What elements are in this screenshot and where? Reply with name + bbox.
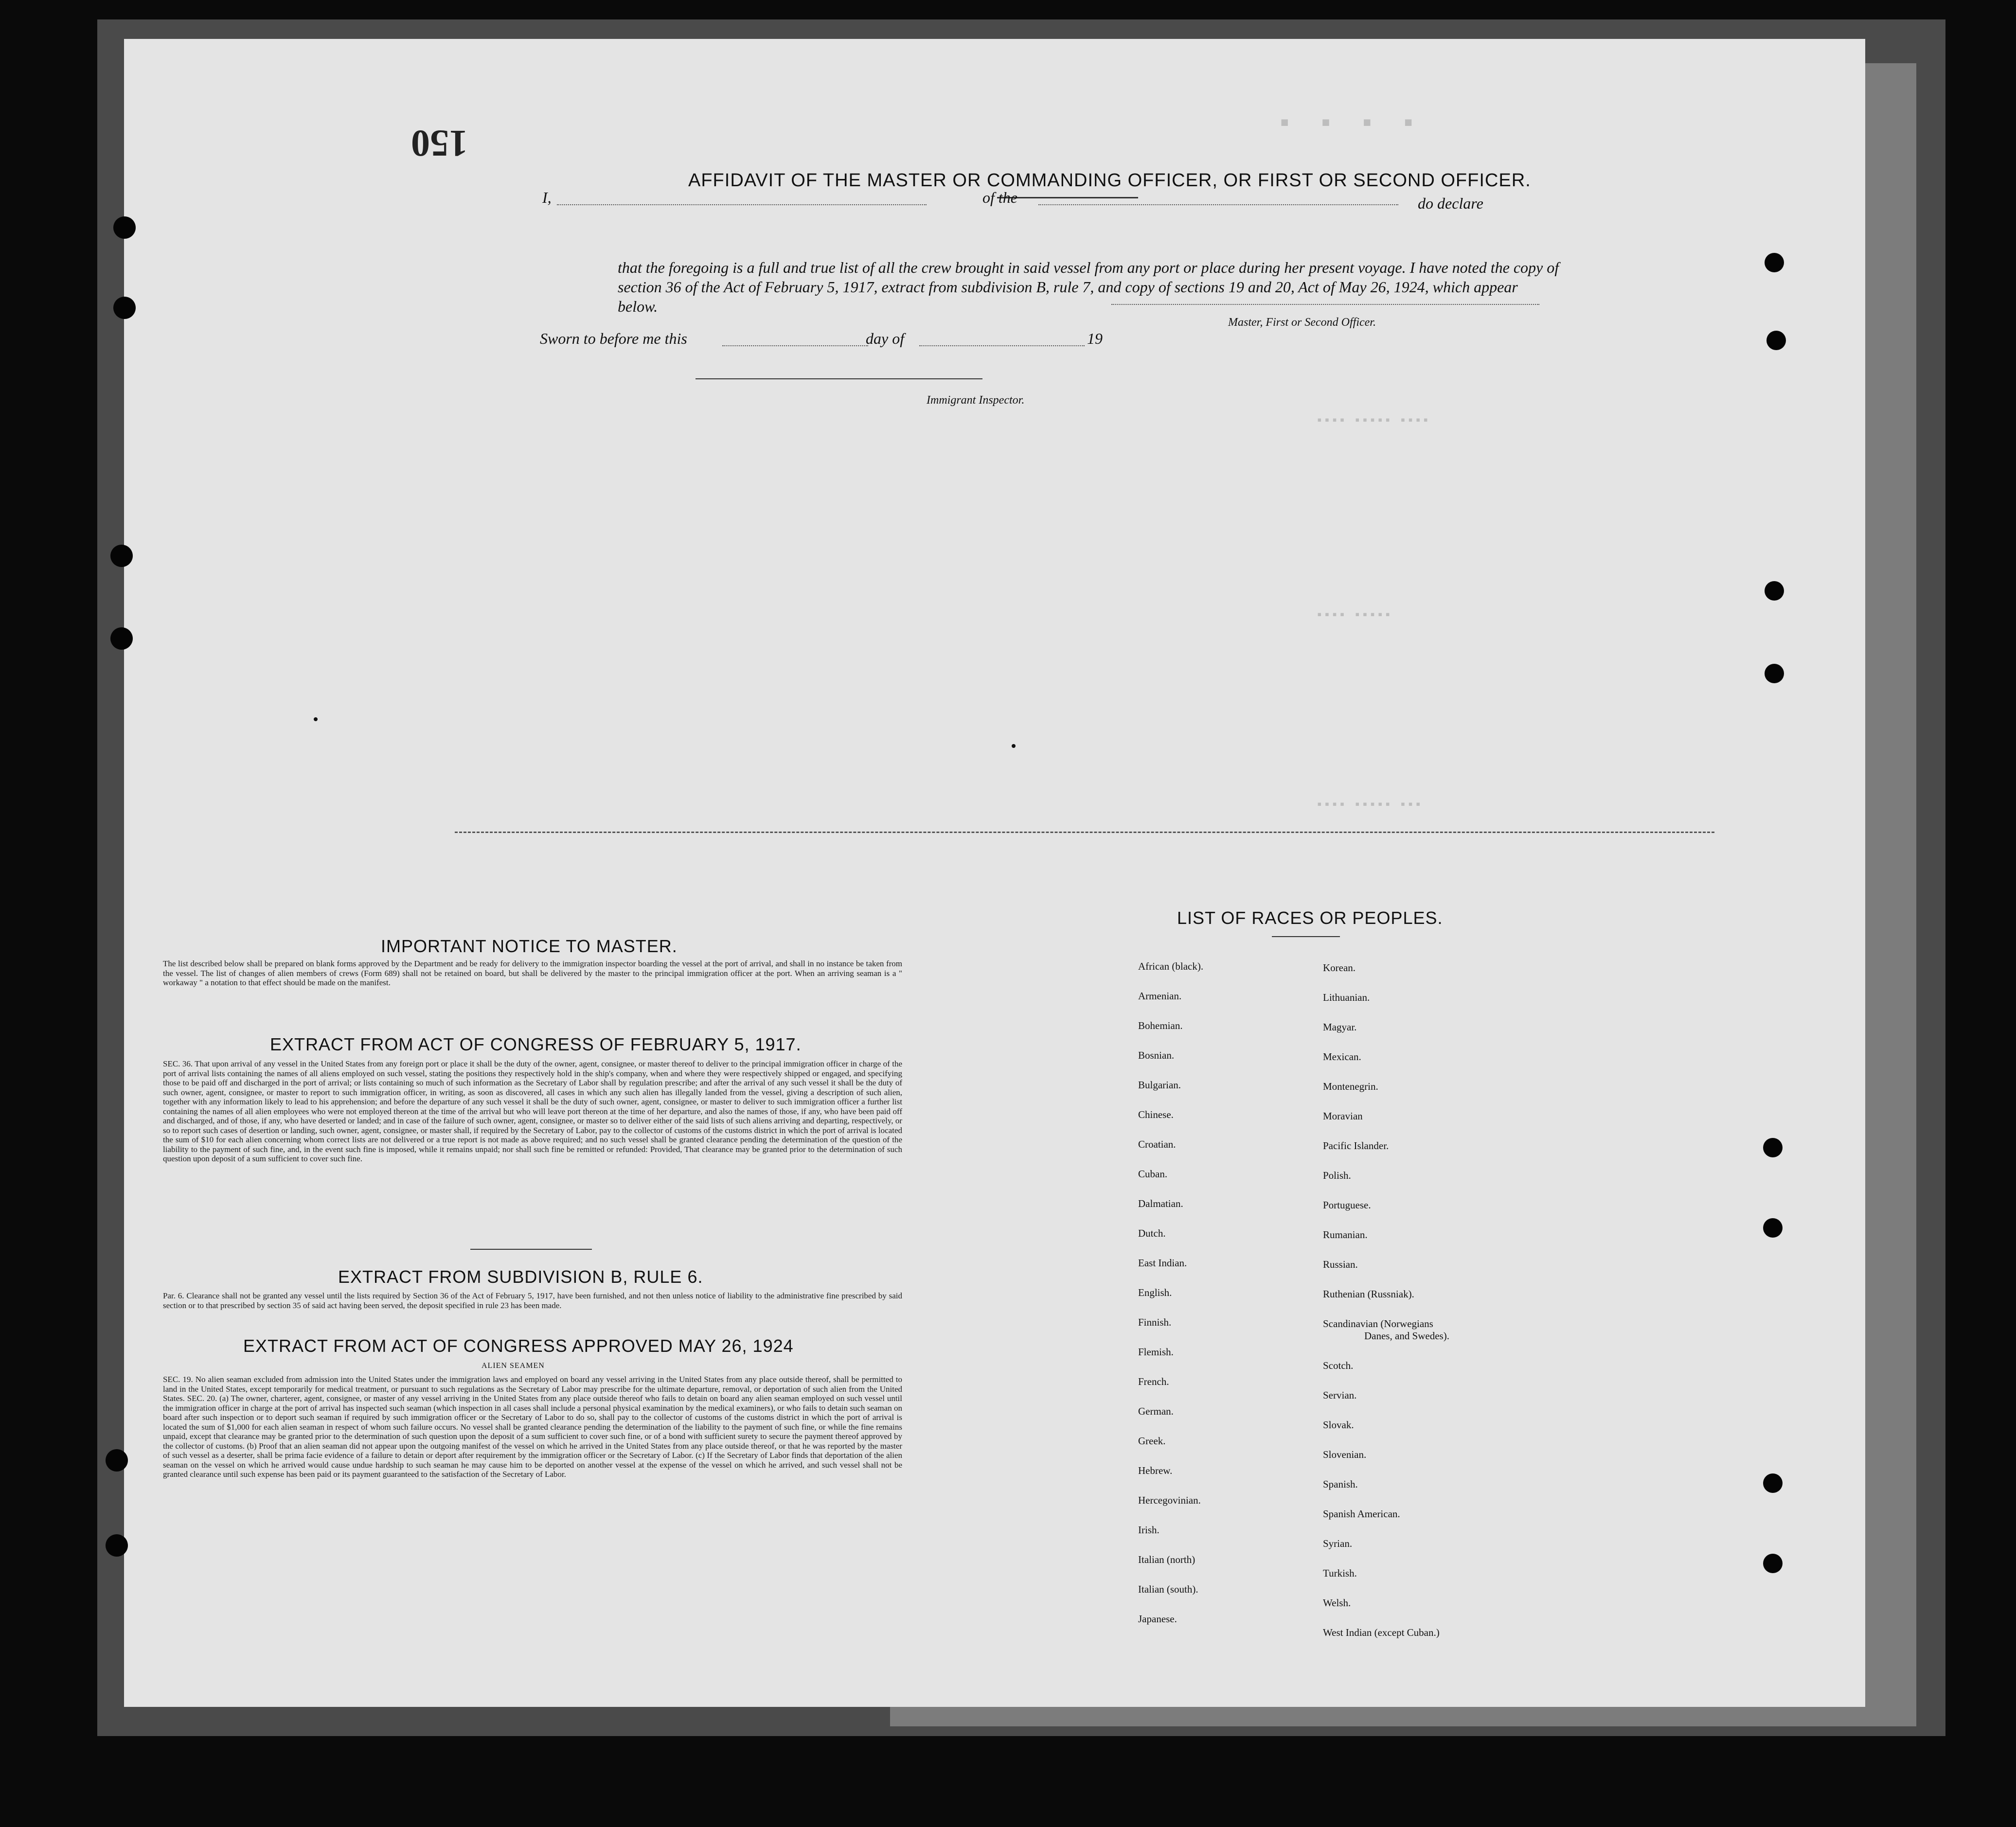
punch-hole	[113, 216, 136, 239]
inspector-label: Immigrant Inspector.	[927, 394, 1025, 407]
race-item: Moravian	[1323, 1110, 1363, 1122]
punch-hole	[1765, 581, 1784, 601]
race-item: Bulgarian.	[1138, 1079, 1181, 1091]
race-item: Dutch.	[1138, 1227, 1166, 1239]
master-signature-blank[interactable]	[1111, 304, 1539, 305]
rule6-title: EXTRACT FROM SUBDIVISION B, RULE 6.	[338, 1267, 703, 1287]
race-item: Lithuanian.	[1323, 992, 1370, 1003]
name-blank[interactable]	[557, 204, 927, 205]
page-number: 150	[411, 123, 468, 165]
race-item: Korean.	[1323, 962, 1356, 974]
race-item: Servian.	[1323, 1389, 1357, 1401]
race-item: Scotch.	[1323, 1360, 1354, 1371]
race-item: Italian (south).	[1138, 1583, 1198, 1595]
race-item: Ruthenian (Russniak).	[1323, 1288, 1414, 1300]
year-label: 19	[1087, 330, 1103, 347]
ink-speck	[1012, 744, 1016, 748]
race-item: Hebrew.	[1138, 1465, 1173, 1476]
punch-hole	[1765, 253, 1784, 272]
race-item: African (black).	[1138, 960, 1204, 972]
inspector-signature-line[interactable]	[696, 378, 982, 379]
punch-hole	[1763, 1554, 1783, 1573]
notice-title: IMPORTANT NOTICE TO MASTER.	[381, 936, 678, 956]
show-through-text: ▪▪▪▪ ▪▪▪▪▪ ▪▪▪▪	[1316, 413, 1430, 428]
day-of-label: day of	[866, 330, 905, 347]
extract-1924-subtitle: ALIEN SEAMEN	[482, 1362, 545, 1370]
race-item: Magyar.	[1323, 1021, 1357, 1033]
race-item: Finnish.	[1138, 1316, 1172, 1328]
race-item: French.	[1138, 1376, 1169, 1387]
race-item: Welsh.	[1323, 1597, 1351, 1609]
race-item: Greek.	[1138, 1435, 1166, 1447]
race-item: Japanese.	[1138, 1613, 1177, 1625]
race-item: Spanish.	[1323, 1478, 1358, 1490]
punch-hole	[106, 1534, 128, 1557]
punch-hole	[1763, 1218, 1783, 1238]
extract-1917-text: SEC. 36. That upon arrival of any vessel in the United States from any foreign port or place it shall be the duty of the owner, agent, consignee, or master thereof to deliver to the principal immigration officer in charge of the port of arrival lists containing the names of all aliens employed on such vessel, stating the positions they respectively hold in the ship's company, when and where they were respectively shipped or engaged, and specifying those to be paid off and discharged in the port of arrival; or lists containing so much of such information as the Secretary of Labor shall by regulation prescribe; and after the arrival of any such vessel it shall be the duty of such owner, agent, consignee, or master to report to such immigration officer, in writing, as soon as discovered, all cases in which any such alien has illegally landed from the vessel, giving a description of such alien, together with any information likely to lead to his apprehension; and before the departure of any such vessel it shall be the duty of such owner, agent, consignee, or master to deliver to such immigration officer a further list containing the names of all alien employees who were not employed thereon at the time of the arrival but who will leave port thereon at the time of her departure, and also the names of those, if any, who have been paid off and discharged, and of those, if any, who have deserted or landed; and in case of the failure of such owner, agent, consignee, or master so to deliver either of the said lists of such aliens arriving and departing, respectively, or so to report such cases of desertion or landing, such owner, agent, consignee, or master shall, if required by the Secretary of Labor, pay to the collector of customs of the customs district in which the port of arrival is located the sum of $10 for each alien concerning whom correct lists are not delivered or a true report is not made as above required; and no such vessel shall be granted clearance pending the determination of the question of the liability to the payment of such fine, and, in the event such fine is imposed, while it remains unpaid; nor shall such fine be remitted or refunded: Provided, That clearance may be granted prior to the determination of such question upon deposit of a sum sufficient to cover such fine.	[163, 1059, 902, 1163]
ink-speck	[314, 717, 318, 721]
race-item: Croatian.	[1138, 1138, 1176, 1150]
punch-hole	[1765, 664, 1784, 683]
race-item: Portuguese.	[1323, 1199, 1371, 1211]
race-item: Hercegovinian.	[1138, 1494, 1201, 1506]
race-item: Flemish.	[1138, 1346, 1174, 1358]
punch-hole	[1763, 1138, 1783, 1157]
sworn-day-blank[interactable]	[722, 345, 868, 346]
race-item: Irish.	[1138, 1524, 1160, 1536]
race-item: Chinese.	[1138, 1109, 1174, 1120]
show-through-text: ▪ ▪ ▪ ▪	[1277, 109, 1421, 139]
punch-hole	[1766, 331, 1786, 350]
race-item: Danes, and Swedes).	[1364, 1330, 1449, 1342]
race-item: Pacific Islander.	[1323, 1140, 1389, 1152]
race-item: Turkish.	[1323, 1567, 1357, 1579]
race-item: Armenian.	[1138, 990, 1182, 1002]
race-item: Slovak.	[1323, 1419, 1354, 1431]
race-item: Rumanian.	[1323, 1229, 1368, 1241]
affidavit-declare: do declare	[1418, 195, 1483, 212]
race-item: Bohemian.	[1138, 1020, 1183, 1031]
race-item: Bosnian.	[1138, 1049, 1175, 1061]
affidavit-title: AFFIDAVIT OF THE MASTER OR COMMANDING OFFICER, OR FIRST OR SECOND OFFICER.	[688, 170, 1531, 191]
extract-1917-title: EXTRACT FROM ACT OF CONGRESS OF FEBRUARY 5, 1917.	[270, 1034, 802, 1054]
notice-text: The list described below shall be prepared on blank forms approved by the Department and be ready for delivery to the immigration inspector boarding the vessel at the port of arrival, and shall in no instance be taken from the vessel. The list of changes of alien members of crews (Form 689) shall not be retained on board, but shall be delivered by the master to the principal immigration officer at the port. When an arriving seaman is a " workaway " a notation to that effect should be made on the manifest.	[163, 959, 902, 987]
rule6-text: Par. 6. Clearance shall not be granted any vessel until the lists required by Section 36 of the Act of February 5, 1917, have been furnished, and not then unless notice of liability to the administrative fine prescribed by said section or to that prescribed by section 35 of said act having been served, the deposit specified in rule 23 has been made.	[163, 1291, 902, 1310]
show-through-text: ▪▪▪▪ ▪▪▪▪▪ ▪▪▪	[1316, 798, 1422, 812]
races-underline	[1272, 936, 1340, 937]
punch-hole	[110, 545, 133, 567]
punch-hole	[1763, 1473, 1783, 1493]
races-title: LIST OF RACES OR PEOPLES.	[1177, 908, 1443, 928]
affidavit-i: I,	[542, 189, 552, 206]
race-item: Mexican.	[1323, 1051, 1361, 1063]
title-underline	[997, 197, 1138, 198]
race-item: Spanish American.	[1323, 1508, 1400, 1520]
master-label: Master, First or Second Officer.	[1228, 316, 1376, 329]
punch-hole	[113, 297, 136, 319]
race-item: Montenegrin.	[1323, 1081, 1378, 1092]
show-through-text: ▪▪▪▪ ▪▪▪▪▪	[1316, 608, 1392, 622]
race-item: Italian (north)	[1138, 1554, 1195, 1565]
race-item: West Indian (except Cuban.)	[1323, 1627, 1440, 1638]
race-item: Syrian.	[1323, 1538, 1353, 1549]
race-item: Dalmatian.	[1138, 1198, 1183, 1209]
race-item: German.	[1138, 1405, 1174, 1417]
race-item: Cuban.	[1138, 1168, 1168, 1180]
section-divider	[455, 832, 1714, 833]
sworn-label: Sworn to before me this	[540, 330, 687, 347]
affidavit-of-the: of the	[982, 189, 1017, 206]
vessel-blank[interactable]	[1038, 204, 1398, 205]
extract-1924-text: SEC. 19. No alien seaman excluded from admission into the United States under the immigration laws and employed on board any vessel arriving in the United States from any place outside thereof, shall be permitted to land in the United States, except temporarily for medical treatment, or pursuant to such regulations as the Secretary of Labor may prescribe for the ultimate departure, removal, or deportation of such alien from the United States. SEC. 20. (a) The owner, charterer, agent, consignee, or master of any vessel arriving in the United States from any place outside thereof who fails to detain on board any alien seaman employed on such vessel until the immigration officer in charge at the port of arrival has inspected such seaman (which inspection in all cases shall include a personal physical examination by the medical examiners), or who fails to detain such seaman on board after such inspection or to deport such seaman if required by such immigration officer or the Secretary of Labor to do so, shall pay to the collector of customs of the customs district in which the port of arrival is located the sum of $1,000 for each alien seaman in respect of whom such failure occurs. No vessel shall be granted clearance pending the determination of the liability to the payment of such fine, or while the fine remains unpaid, except that clearance may be granted prior to the determination of such question upon the deposit of a sum sufficient to cover such fine, or of a bond with sufficient surety to secure the payment thereof approved by the collector of customs. (b) Proof that an alien seaman did not appear upon the outgoing manifest of the vessel on which he arrived in the United States from any place outside thereof, or that he was reported by the master of such vessel as a deserter, shall be prima facie evidence of a failure to detain or deport after requirement by the immigration officer or the Secretary of Labor. (c) If the Secretary of Labor finds that deportation of the alien seaman on the vessel on which he arrived would cause undue hardship to such seaman he may cause him to be deported on another vessel at the expense of the vessel on which he arrived, and such vessel shall not be granted clearance until such expense has been paid or its payment guaranteed to the satisfaction of the Secretary of Labor.	[163, 1375, 902, 1479]
short-divider	[470, 1249, 592, 1250]
extract-1924-title: EXTRACT FROM ACT OF CONGRESS APPROVED MAY 26, 1924	[243, 1336, 794, 1356]
race-item: East Indian.	[1138, 1257, 1187, 1269]
sworn-month-blank[interactable]	[919, 345, 1085, 346]
affidavit-declaration: that the foregoing is a full and true list of all the crew brought in said vessel from any port or place during her present voyage. I have noted the copy of section 36 of the Act of February 5, 1917, extract from subdivision B, rule 7, and copy of sections 19 and 20, Act of May 26, 1924, which appear below.	[618, 259, 1559, 315]
race-item: Slovenian.	[1323, 1449, 1367, 1460]
document-page	[124, 39, 1865, 1707]
race-item: English.	[1138, 1287, 1172, 1298]
race-item: Russian.	[1323, 1259, 1358, 1270]
race-item: Scandinavian (Norwegians	[1323, 1318, 1433, 1330]
punch-hole	[110, 627, 133, 650]
punch-hole	[106, 1449, 128, 1472]
race-item: Polish.	[1323, 1170, 1351, 1181]
